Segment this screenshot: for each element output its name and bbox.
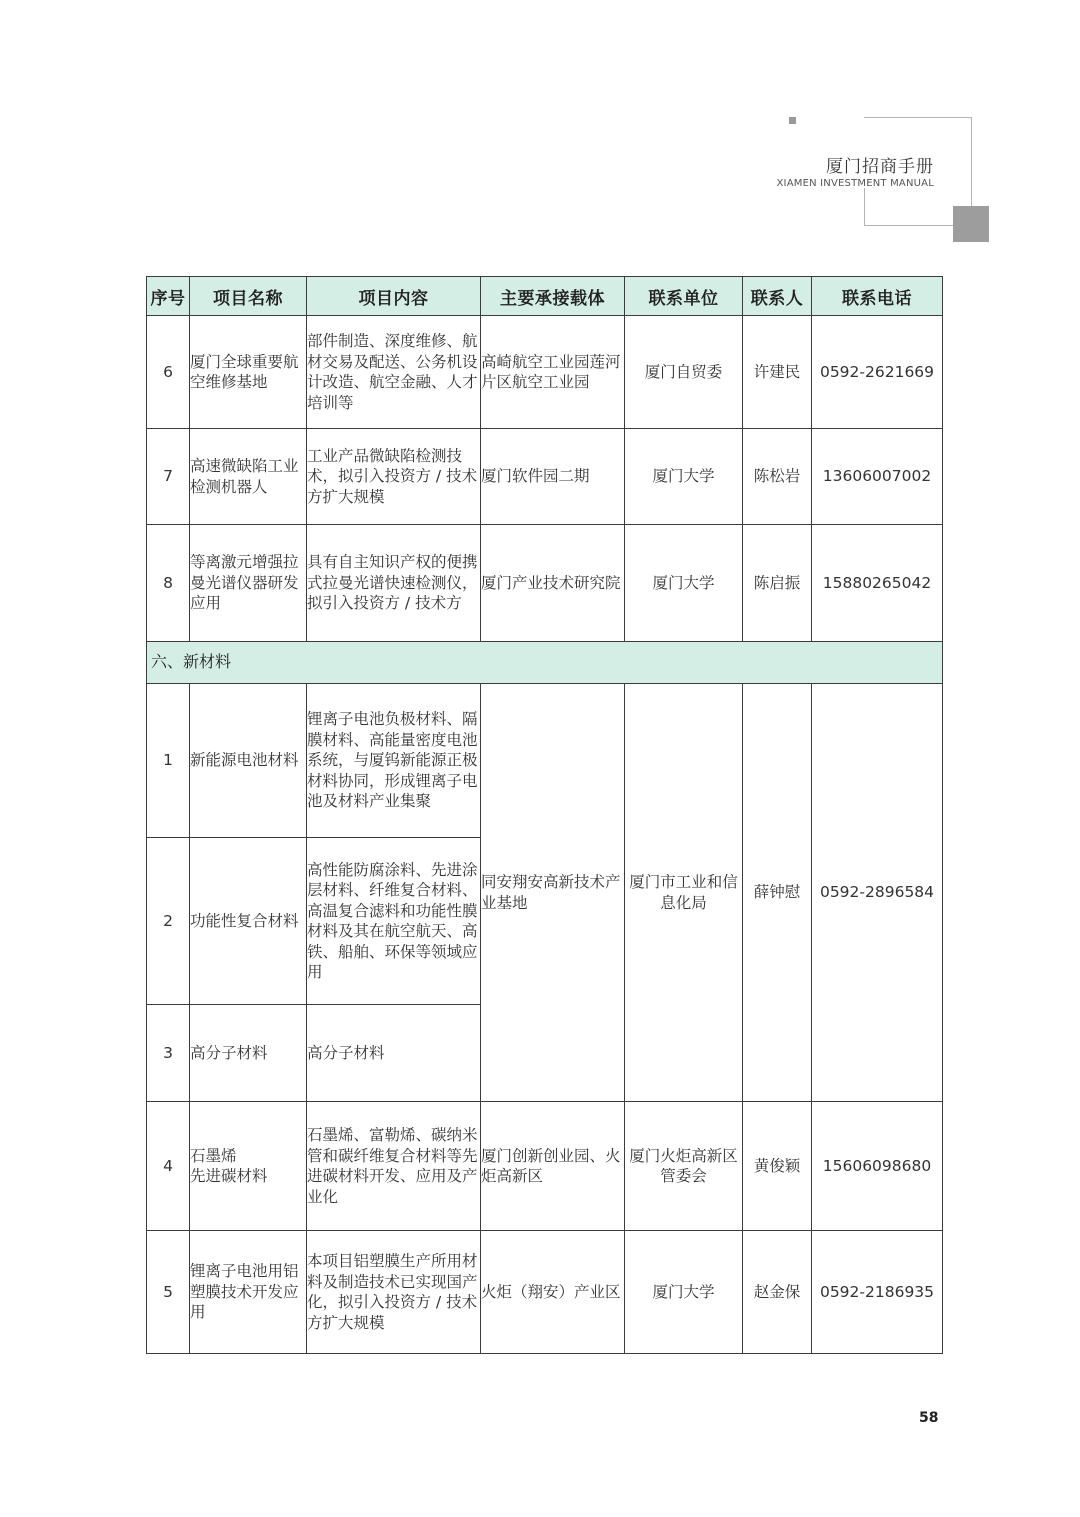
project-table (146, 276, 943, 1354)
row-contact-person: 赵金保 (743, 1231, 812, 1354)
row-content: 部件制造、深度维修、航材交易及配送、公务机设计改造、航空金融、人才培训等 (307, 316, 481, 429)
row-no: 1 (147, 684, 190, 838)
row-no: 8 (147, 525, 190, 642)
row-phone: 15880265042 (812, 525, 943, 642)
row-project-name: 新能源电池材料 (190, 684, 307, 838)
row-contact-unit: 厦门大学 (625, 1231, 743, 1354)
table-row (147, 525, 943, 642)
row-phone: 15606098680 (812, 1102, 943, 1231)
row-carrier: 厦门软件园二期 (481, 429, 625, 525)
shared-carrier: 同安翔安高新技术产业基地 (481, 684, 625, 1102)
row-project-name: 厦门全球重要航空维修基地 (190, 316, 307, 429)
table-row (147, 316, 943, 429)
col-header-content: 项目内容 (307, 277, 481, 316)
section-title: 六、新材料 (147, 642, 943, 684)
row-no: 2 (147, 838, 190, 1005)
col-header-phone: 联系电话 (812, 277, 943, 316)
table-row (147, 684, 943, 838)
table-row (147, 429, 943, 525)
row-content: 工业产品微缺陷检测技术，拟引入投资方 / 技术方扩大规模 (307, 429, 481, 525)
row-project-name: 等离激元增强拉曼光谱仪器研发应用 (190, 525, 307, 642)
col-header-name: 项目名称 (190, 277, 307, 316)
row-content: 具有自主知识产权的便携式拉曼光谱快速检测仪，拟引入投资方 / 技术方 (307, 525, 481, 642)
row-contact-person: 陈松岩 (743, 429, 812, 525)
row-no: 6 (147, 316, 190, 429)
row-contact-person: 黄俊颖 (743, 1102, 812, 1231)
manual-subtitle: XIAMEN INVESTMENT MANUAL (776, 178, 934, 189)
shared-contact-person: 薛钟慰 (743, 684, 812, 1102)
row-contact-unit: 厦门大学 (625, 525, 743, 642)
col-header-person: 联系人 (743, 277, 812, 316)
row-phone: 0592-2186935 (812, 1231, 943, 1354)
table-header-row (147, 277, 943, 316)
row-contact-unit: 厦门大学 (625, 429, 743, 525)
shared-phone: 0592-2896584 (812, 684, 943, 1102)
shared-contact-unit: 厦门市工业和信息化局 (625, 684, 743, 1102)
row-no: 3 (147, 1005, 190, 1102)
row-carrier: 厦门创新创业园、火炬高新区 (481, 1102, 625, 1231)
manual-title: 厦门招商手册 (826, 157, 934, 177)
row-project-name: 石墨烯 先进碳材料 (190, 1102, 307, 1231)
row-content: 高分子材料 (307, 1005, 481, 1102)
page-number: 58 (919, 1410, 939, 1426)
row-content: 本项目铝塑膜生产所用材料及制造技术已实现国产化，拟引入投资方 / 技术方扩大规模 (307, 1231, 481, 1354)
row-content: 锂离子电池负极材料、隔膜材料、高能量密度电池系统，与厦钨新能源正极材料协同，形成锂离子电池及材料产业集聚 (307, 684, 481, 838)
row-carrier: 火炬（翔安）产业区 (481, 1231, 625, 1354)
col-header-no: 序号 (147, 277, 190, 316)
row-project-name: 高速微缺陷工业检测机器人 (190, 429, 307, 525)
col-header-unit: 联系单位 (625, 277, 743, 316)
row-contact-unit: 厦门自贸委 (625, 316, 743, 429)
row-no: 4 (147, 1102, 190, 1231)
row-project-name: 功能性复合材料 (190, 838, 307, 1005)
row-project-name: 高分子材料 (190, 1005, 307, 1102)
row-content: 高性能防腐涂料、先进涂层材料、纤维复合材料、高温复合滤料和功能性膜材料及其在航空航天、高铁、船舶、环保等领域应用 (307, 838, 481, 1005)
row-project-name: 锂离子电池用铝塑膜技术开发应用 (190, 1231, 307, 1354)
row-contact-person: 许建民 (743, 316, 812, 429)
decorative-square (789, 117, 796, 124)
row-no: 5 (147, 1231, 190, 1354)
row-carrier: 厦门产业技术研究院 (481, 525, 625, 642)
header-gray-block (953, 206, 989, 242)
row-contact-unit: 厦门火炬高新区管委会 (625, 1102, 743, 1231)
row-phone: 0592-2621669 (812, 316, 943, 429)
row-content: 石墨烯、富勒烯、碳纳米管和碳纤维复合材料等先进碳材料开发、应用及产业化 (307, 1102, 481, 1231)
row-no: 7 (147, 429, 190, 525)
table-row (147, 1231, 943, 1354)
table-row (147, 1102, 943, 1231)
row-phone: 13606007002 (812, 429, 943, 525)
section-row-new-materials (147, 642, 943, 684)
col-header-carrier: 主要承接载体 (481, 277, 625, 316)
header-frame-corner (864, 188, 954, 226)
row-carrier: 高崎航空工业园莲河片区航空工业园 (481, 316, 625, 429)
row-contact-person: 陈启振 (743, 525, 812, 642)
